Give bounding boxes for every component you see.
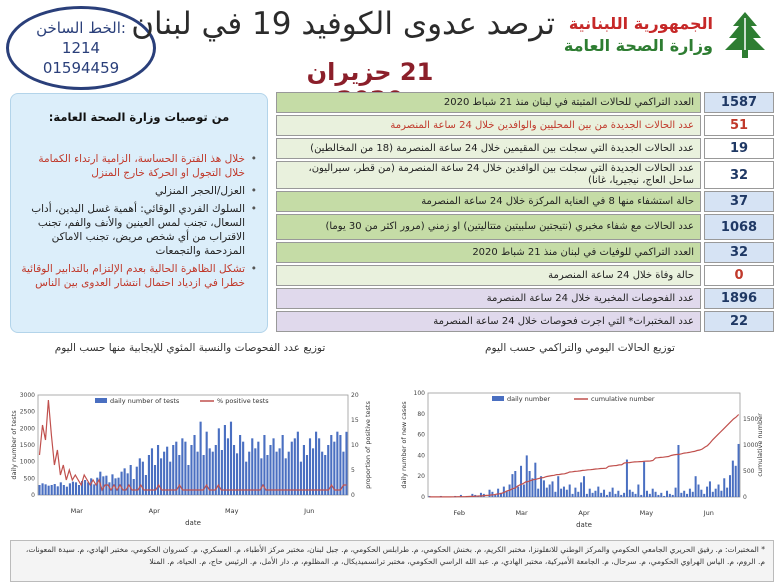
y2-tick-label: 5 [351,467,355,474]
bar [294,438,296,495]
bar [41,483,43,495]
bar [166,447,168,495]
bar [233,445,235,495]
stat-label: عدد الفحوصات المخبرية خلال 24 ساعة المنصرمة [276,288,701,309]
bar [78,485,80,495]
stat-label: عدد الحالات الجديدة من بين المحليين والوافدين خلال 24 ساعة المنصرمة [276,115,701,136]
bar [603,490,605,497]
x-axis-label: date [576,521,592,529]
bar [511,474,513,497]
y-tick-label: 1500 [19,442,35,449]
bar [709,481,711,497]
stat-label: حالة استشفاء منها 8 في العناية المركزة خلال 24 ساعة المنصرمة [276,191,701,212]
y2-tick-label: 0 [351,492,355,499]
bar [629,490,631,497]
bar [531,478,533,497]
bar [666,491,668,497]
bar [111,474,113,495]
recommendation-item: • خلال هذ الفترة الحساسة، الزامية ارتداء الكمامة خلال التجول او الحركة خارج المنزل [21,152,257,180]
month-label: Jun [304,507,315,515]
hotline-number-1: 1214 [61,39,101,57]
bar [537,489,539,497]
bar [72,482,74,495]
bar [577,492,579,497]
logo-ministry-text: وزارة الصحة العامة [563,36,713,55]
logo-republic-text: الجمهورية اللبنانية [568,14,713,33]
bar [549,485,551,497]
cases-chart [392,385,780,535]
bar [586,494,588,497]
legend-label: daily number [507,395,551,403]
y-tick-label: 2500 [19,408,35,416]
month-label: Apr [148,507,160,515]
stat-row [276,288,774,309]
stat-label: عدد الحالات الجديدة التي سجلت بين المقيمين خلال 24 ساعة المنصرمة (18 من المخالطين) [276,138,701,159]
bar [626,460,628,497]
stat-label: حالة وفاة خلال 24 ساعة المنصرمة [276,265,701,286]
bar [178,455,180,495]
bar [342,452,344,495]
y2-tick-label: 1500 [743,416,759,423]
bar [282,435,284,495]
recommendations-box [10,93,268,333]
labs-footnote: * المختبرات: م. رفيق الحريري الجامعي الحكومي والمركز الوطني للانفلونزا، مختبر الكريم، م. بخنش الحكومي، م. طرابلس الحكومي، م. جبل لبنان، مختبر مركز الأطباء، م. العسكري، م. كسروان الحكومي، مختبر الهادي، م. سيدة المعونات، م. الروم، م. الياس الهراوي الحكومي، م. سرحال، م. الجامعة الأميركية، مختبر الهادي، م. عبد الله الراسي الحكومي، مختبر ترانسميديكال، م. المظلوم، م. دار الأمل، م. الرئيس حاج، م. الحياة، م. المنلا [10,540,774,582]
bar [87,482,89,495]
bar [163,452,165,495]
bar [172,445,174,495]
bar [692,492,694,497]
bar [526,455,528,497]
month-label: May [639,509,654,517]
y-tick-label: 3000 [19,392,35,399]
bar [635,494,637,497]
bar [589,489,591,497]
bar [718,485,720,497]
bar [124,468,126,495]
bar [251,438,253,495]
bar [663,496,665,497]
x-axis-label: date [185,519,201,527]
month-label: Apr [578,509,590,517]
y-tick-label: 2000 [19,425,35,433]
bar [66,487,68,495]
bar [127,473,129,495]
bar [200,422,202,495]
bar [327,445,329,495]
bar [675,488,677,497]
bar [643,462,645,497]
y2-axis-label: proportion of positive tests [364,401,372,489]
stat-value: 32 [704,242,774,263]
bar [646,491,648,497]
bar [315,432,317,495]
bar [540,476,542,497]
bar [632,492,634,497]
recommendations-title: من توصيات وزارة الصحة العامة: [48,110,230,124]
bar [592,493,594,497]
bar [318,438,320,495]
bar [297,432,299,495]
bar [257,442,259,495]
y-tick-label: 0 [31,492,35,499]
y-tick-label: 500 [23,475,35,483]
left-chart-title: توزيع عدد الفحوصات والنسبة المئوي للإيجابية منها حسب اليوم [54,342,326,354]
tests-chart [0,385,390,535]
bar [224,425,226,495]
y2-axis-label: cumulative number [756,413,764,477]
bar [735,466,737,497]
bar [652,489,654,497]
cedar-icon [719,10,771,60]
bar [236,453,238,495]
bar [48,486,50,495]
ministry-logo [565,10,773,58]
bar [517,487,519,497]
bar [272,438,274,495]
bar [660,493,662,497]
bar [738,444,740,497]
bar [677,445,679,497]
stat-row [276,311,774,332]
legend-label: % positive tests [217,397,269,405]
bar [221,450,223,495]
legend-swatch-bars [95,398,107,403]
bar [333,442,335,495]
bar [84,480,86,495]
stat-row [276,214,774,240]
bar [606,495,608,497]
bar [583,476,585,497]
bar [706,487,708,497]
bar [60,482,62,495]
stat-label: عدد المختبرات* التي اجرت فحوصات خلال 24 ساعة المنصرمة [276,311,701,332]
stat-row [276,161,774,189]
bar [649,494,651,497]
bar [594,491,596,497]
bar [597,487,599,497]
bar [637,485,639,497]
bar [38,485,40,495]
stat-value: 32 [704,161,774,189]
y2-tick-label: 10 [351,442,359,449]
stat-row [276,191,774,212]
bar [139,458,141,495]
bar [569,485,571,497]
bar [572,494,574,497]
bar [720,491,722,497]
bar [181,438,183,495]
month-label: Mar [515,509,528,517]
bar [732,461,734,497]
month-label: Mar [70,507,83,515]
stat-value: 19 [704,138,774,159]
y-tick-label: 0 [421,494,425,501]
bar [669,494,671,497]
bar [279,448,281,495]
stat-value: 1068 [704,214,774,240]
bar [543,480,545,497]
bar [96,478,98,495]
bar [672,495,674,497]
bar [51,485,53,495]
bar [75,482,77,495]
bar [715,489,717,497]
bar [640,495,642,497]
bar [151,448,153,495]
bar [57,486,59,495]
bar [175,442,177,495]
bar [554,492,556,497]
legend-label: daily number of tests [110,397,180,405]
bar [600,493,602,497]
stat-label: عدد الحالات مع شفاء مخبري (نتيجتين سلبيتين متتاليتين) او زمني (مرور اكثر من 30 يوما) [276,214,701,240]
bar [306,455,308,495]
bar [523,485,525,497]
bar [683,491,685,497]
bar [520,466,522,497]
y-tick-label: 1000 [19,458,35,466]
y-tick-label: 20 [417,473,425,481]
legend-swatch-bars [492,396,504,401]
bar [230,422,232,495]
bar [312,448,314,495]
bar [623,493,625,497]
bar [121,472,123,495]
bar [614,494,616,497]
stat-row [276,92,774,113]
bar [145,475,147,495]
bar [655,492,657,497]
bar [148,455,150,495]
bar [196,452,198,495]
bar [566,490,568,497]
bar [136,467,138,495]
bar [680,493,682,497]
month-label: Feb [453,509,465,517]
bar [130,465,132,495]
bar [288,452,290,495]
y-tick-label: 100 [413,390,425,397]
bar [546,488,548,497]
bar [700,490,702,497]
bar [254,448,256,495]
bar [63,485,65,495]
bar [45,484,47,495]
bar [712,492,714,497]
bar [703,494,705,497]
stat-label: العدد التراكمي للوفيات في لبنان منذ 21 شباط 2020 [276,242,701,263]
hotline-number-2: 01594459 [42,59,120,77]
stat-value: 0 [704,265,774,286]
bar [497,489,499,497]
bar [609,492,611,497]
stat-row [276,115,774,136]
stat-row [276,265,774,286]
y-axis-label: daily number of new cases [400,401,408,489]
bar [291,442,293,495]
bar [695,476,697,497]
bar [309,438,311,495]
bar [580,482,582,497]
recommendation-item: • السلوك الفردي الوقائي: أهمية غسل اليدين، أداب السعال، تجنب لمس العينين والأنف والفم، تجنب الاقتراب من أي شخص مريض، تجنب الاماكن المزدحمة والتجمعات [21,202,257,258]
y2-tick-label: 0 [743,494,747,501]
y-tick-label: 80 [417,410,425,418]
y2-tick-label: 1000 [743,442,759,449]
bar [54,484,56,495]
bar [133,479,135,495]
stat-value: 1587 [704,92,774,113]
bar [560,489,562,497]
bar [529,471,531,497]
bar [190,445,192,495]
stat-row [276,138,774,159]
bar [209,448,211,495]
bar [324,455,326,495]
y2-tick-label: 20 [351,392,359,399]
bar [620,495,622,497]
bar [239,435,241,495]
y2-tick-label: 500 [743,468,755,475]
report-date: 21 حزيران [306,58,434,86]
bar [93,484,95,495]
bar [248,452,250,495]
bar [689,489,691,497]
y-tick-label: 60 [417,431,425,439]
bar [212,452,214,495]
stat-value: 37 [704,191,774,212]
recommendations-list [21,152,257,290]
stat-value: 51 [704,115,774,136]
bar [269,445,271,495]
bar [339,435,341,495]
bar [321,452,323,495]
bar [514,471,516,497]
bar [69,483,71,495]
bar [227,438,229,495]
stat-value: 1896 [704,288,774,309]
stat-label: العدد التراكمي للحالات المثبتة في لبنان منذ 21 شباط 2020 [276,92,701,113]
right-chart-title: توزيع الحالات اليومي والتراكمي حسب اليوم [485,342,675,354]
page-title: ترصد عدوى الكوفيد 19 في لبنان [131,6,555,42]
stat-row [276,242,774,263]
stat-label: عدد الحالات الجديدة التي سجلت بين الوافدين خلال 24 ساعة المنصرمة (من قطر، سيراليون، ساحل العاج، نيجيريا، غانا) [276,161,701,189]
y-axis-label: daily number of tests [10,410,18,480]
y-tick-label: 40 [417,452,425,460]
bar [726,488,728,497]
bar [686,494,688,497]
bar [552,481,554,497]
recommendation-item: • العزل/الحجر المنزلي [21,184,257,198]
bar [193,435,195,495]
recommendation-item: • تشكل الظاهرة الحالية بعدم الإلتزام بالتدابير الوقائية خطرا في ازدياد احتمال انتشار العدوى بين الناس [21,262,257,290]
bar [336,432,338,495]
bar [612,488,614,497]
bar [723,478,725,497]
bar [657,495,659,497]
stat-value: 22 [704,311,774,332]
bar [563,487,565,497]
bar [242,442,244,495]
bar [184,442,186,495]
bar [697,485,699,497]
legend-label: cumulative number [591,395,655,403]
bar [729,475,731,497]
bar [276,452,278,495]
bar [303,445,305,495]
bar [574,488,576,497]
bar [266,455,268,495]
month-label: Jun [703,509,714,517]
y2-tick-label: 15 [351,417,359,424]
hotline-label: الخط الساخن: [36,19,126,37]
bar [617,491,619,497]
bar [557,476,559,497]
month-label: May [225,507,239,515]
